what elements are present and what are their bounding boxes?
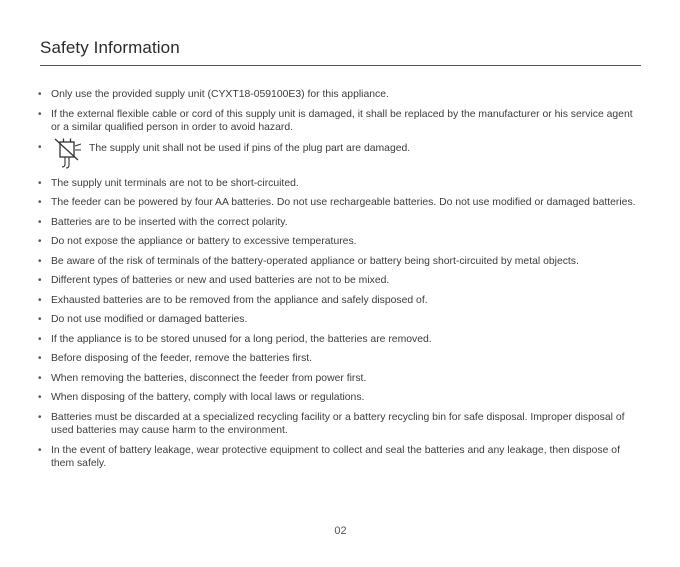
bullet: • — [38, 236, 42, 247]
list-item-text: Different types of batteries or new and used batteries are not to be mixed. — [51, 275, 390, 286]
list-item — [40, 411, 641, 438]
list-item-text: Be aware of the risk of terminals of the battery-operated appliance or battery being short-circuited by metal objects. — [51, 255, 579, 267]
bullet: • — [38, 177, 42, 189]
bullet: • — [38, 141, 42, 153]
list-item — [40, 235, 641, 249]
bullet: • — [38, 216, 42, 228]
list-item — [40, 352, 641, 366]
list-item-text: The supply unit terminals are not to be short-circuited. — [51, 177, 299, 189]
bullet: • — [38, 294, 42, 306]
list-item — [40, 313, 641, 327]
list-item-text: In the event of battery leakage, wear protective equipment to collect and seal the batteries and any leakage, then dispose of them safely. — [51, 444, 620, 469]
list-item — [40, 372, 641, 386]
list-item — [40, 141, 641, 173]
list-item — [40, 196, 641, 210]
list-item — [40, 108, 641, 135]
bullet: • — [38, 392, 42, 403]
list-item-text: When disposing of the battery, comply with local laws or regulations. — [51, 392, 365, 403]
list-item-text: When removing the batteries, disconnect the feeder from power first. — [51, 372, 367, 384]
bullet: • — [38, 314, 42, 325]
bullet: • — [38, 89, 42, 100]
list-item-text: The supply unit shall not be used if pins of the plug part are damaged. — [89, 142, 411, 154]
list-item-text: Only use the provided supply unit (CYXT18-059100E3) for this appliance. — [51, 89, 389, 100]
list-item-text: If the appliance is to be stored unused for a long period, the batteries are removed. — [51, 333, 432, 345]
list-item — [40, 294, 641, 308]
bullet: • — [38, 197, 42, 208]
bullet: • — [38, 255, 42, 267]
list-item — [40, 216, 641, 230]
bullet: • — [38, 372, 42, 384]
bullet: • — [38, 411, 42, 423]
list-item-text: Batteries are to be inserted with the correct polarity. — [51, 216, 288, 228]
bullet: • — [38, 353, 42, 364]
list-item-text: The feeder can be powered by four AA batteries. Do not use rechargeable batteries. Do not use modified or damaged batteries. — [51, 197, 636, 208]
list-item — [40, 444, 641, 471]
list-item — [40, 333, 641, 347]
list-item — [40, 274, 641, 288]
list-item — [40, 88, 641, 102]
page-title: Safety Information — [40, 38, 180, 57]
list-item-text: Do not use modified or damaged batteries. — [51, 314, 248, 325]
bullet: • — [38, 108, 42, 120]
title-divider — [40, 65, 641, 66]
list-item — [40, 177, 641, 191]
list-item-text: If the external flexible cable or cord of this supply unit is damaged, it shall be replaced by the manufacturer or his service agent or a similar qualified person in order to avoid hazard. — [51, 108, 633, 133]
list-item — [40, 391, 641, 405]
list-item-text: Before disposing of the feeder, remove the batteries first. — [51, 353, 313, 364]
list-item-text: Do not expose the appliance or battery to excessive temperatures. — [51, 236, 357, 247]
bullet: • — [38, 444, 42, 456]
bullet: • — [38, 333, 42, 345]
bullet: • — [38, 275, 42, 286]
list-item — [40, 255, 641, 269]
page-number: 02 — [334, 525, 347, 537]
document-page — [40, 0, 641, 567]
list-item-text: Batteries must be discarded at a specialized recycling facility or a battery recycling bin for safe disposal. Improper disposal of used batteries may cause harm to the environment. — [51, 411, 625, 436]
damaged-plug-icon — [53, 138, 83, 170]
safety-list — [40, 88, 641, 477]
list-item-text: Exhausted batteries are to be removed from the appliance and safely disposed of. — [51, 294, 428, 306]
